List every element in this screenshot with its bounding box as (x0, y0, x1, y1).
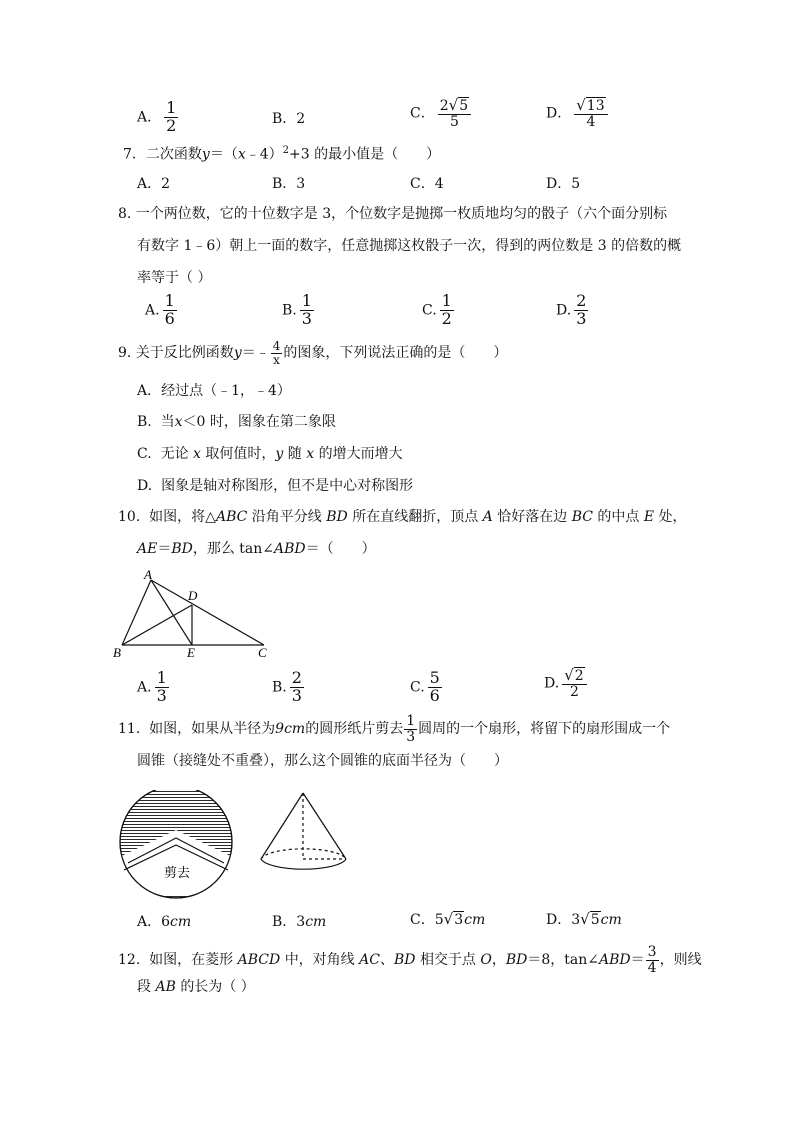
fraction-numerator: 1 (406, 713, 416, 729)
q7-option-a: A．2 (137, 176, 171, 192)
q10-option-b-label: B. (272, 679, 287, 696)
q9-text: 图象是轴对称图形，但不是中心对称图形 (161, 478, 414, 494)
q8-option-c-fraction (440, 293, 454, 328)
q9-text: 的图象，下列说法正确的是（ ） (283, 345, 508, 362)
sqrt-radicand: 5 (590, 912, 600, 928)
q8-stem-line-1 (118, 204, 667, 224)
variable: AE (137, 541, 158, 557)
q12-text: 、 (379, 952, 394, 969)
fraction-denominator: 4 (647, 959, 657, 976)
q10-text: 沿角平分线 (251, 509, 322, 525)
q9-text: 无论 (160, 446, 189, 462)
unit: cm (600, 912, 622, 928)
q11-option-d (546, 909, 622, 929)
q11-option-c (410, 909, 485, 929)
q9-stem (118, 340, 507, 366)
variable: AB (155, 979, 176, 995)
q10-option-b-fraction (290, 670, 304, 705)
fraction-numerator: 1 (441, 291, 452, 310)
q10-text: 处， (658, 509, 687, 525)
q12-text: 相交于点 (419, 952, 476, 969)
q10-option-c-label: C. (410, 679, 425, 696)
q9-text: 的增大而增大 (318, 446, 403, 462)
q12-text: ， (491, 952, 506, 969)
fraction-numerator (562, 668, 586, 685)
fraction-denominator: 6 (429, 685, 440, 705)
sqrt-radicand: 13 (586, 98, 605, 114)
q11-option-d-label: D． (546, 912, 572, 928)
fraction-denominator: 3 (576, 308, 587, 328)
q9-option-b-label: B. (137, 414, 152, 430)
q6-option-b (272, 108, 305, 128)
question-number: 9. (118, 345, 132, 362)
fraction-denominator: 3 (301, 308, 312, 328)
q6-option-c-fraction (438, 98, 471, 129)
variable: O (480, 952, 492, 969)
q10-option-a (137, 670, 172, 705)
q12-stem-line-2 (137, 977, 255, 997)
unit: cm (305, 914, 327, 930)
sqrt-coefficient: 2 (439, 98, 449, 114)
variable: x (237, 146, 246, 163)
q9-option-c-label: C. (137, 446, 152, 462)
variable: y (275, 446, 284, 462)
q9-fraction (271, 340, 283, 366)
q9-text: 关于反比例函数 (135, 345, 234, 362)
q6-option-b-value: 2 (296, 111, 306, 127)
q9-text: ＝﹣ (241, 345, 270, 362)
q7-option-b: B．3 (272, 176, 306, 192)
q6-option-a-label: A． (137, 109, 162, 126)
fraction-numerator: 1 (301, 291, 312, 310)
q12-text: 如图，在菱形 (149, 952, 234, 969)
q11-option-c-label: C． (410, 912, 435, 928)
q11-stem-line-2: 圆锥（接缝处不重叠），那么这个圆锥的底面半径为（ ） (137, 753, 508, 769)
q10-text: ＝ (157, 541, 172, 557)
q11-option-b-label: B． (272, 914, 297, 930)
fraction-denominator: 2 (569, 683, 579, 700)
q6-option-c (410, 98, 474, 129)
sqrt-expression (564, 668, 584, 684)
fraction-denominator: 3 (156, 685, 167, 705)
sqrt-sign: √ (448, 96, 459, 114)
sqrt-sign: √ (580, 910, 590, 928)
q8-stem-line-3: 率等于（ ） (137, 270, 212, 286)
q9-option-d (137, 476, 413, 496)
sqrt-sign: √ (564, 666, 574, 684)
fraction-numerator (438, 98, 471, 115)
variable: BD (505, 952, 528, 969)
sqrt-expression (576, 98, 605, 114)
q7-text: 二次函数 (145, 146, 202, 163)
point-label-d: D (188, 588, 198, 603)
unit: cm (170, 914, 192, 930)
q10-text: 如图，将△ (149, 509, 216, 525)
q10-stem-line-2 (137, 539, 376, 559)
variable: ABD (599, 952, 631, 969)
q10-option-c-fraction (428, 670, 442, 705)
cone (261, 793, 346, 869)
variable: AC (359, 952, 380, 969)
fraction-denominator: 5 (449, 113, 459, 130)
q11-option-a-label: A． (137, 914, 162, 930)
question-number: 10. (118, 509, 141, 525)
variable: ABD (274, 541, 306, 557)
variable: 9cm (275, 721, 306, 738)
q10-option-a-fraction (155, 670, 169, 705)
q11-option-b (272, 911, 326, 931)
q11-text: 的圆形纸片剪去 (305, 721, 404, 738)
variable: x (306, 446, 315, 462)
variable: y (233, 345, 242, 362)
cut-circle (118, 790, 239, 898)
q7-option-d: D．5 (546, 176, 581, 192)
q7-option-c: C．4 (410, 176, 444, 192)
cone-base-front (261, 859, 346, 869)
q8-option-a-label: A. (145, 302, 160, 319)
q10-text: ＝（ ） (305, 541, 376, 557)
sqrt-radicand: 3 (454, 912, 464, 928)
segment-ab (122, 580, 151, 645)
variable: E (643, 509, 655, 525)
q12-text: ＝8，tan∠ (527, 952, 600, 969)
q11-option-b-value: 3 (296, 914, 306, 930)
q12-text: 段 (137, 979, 151, 995)
point-label-c: C (258, 645, 267, 660)
variable: y (201, 146, 210, 163)
q10-text: ，那么 tan∠ (192, 541, 275, 557)
q7-text: +3 的最小值是（ ） (289, 146, 441, 163)
fraction-numerator: 1 (156, 668, 167, 687)
sqrt-expression (580, 910, 600, 928)
q8-text: 一个两位数，它的十位数字是 3，个位数字是抛掷一枚质地均匀的骰子（六个面分别标 (135, 206, 668, 222)
point-label-b: B (113, 645, 121, 660)
variable: ABC (215, 509, 248, 525)
fraction-denominator: 2 (441, 308, 452, 328)
variable: ABCD (237, 952, 281, 969)
fraction-denominator: 6 (164, 308, 175, 328)
sqrt-expression (444, 910, 464, 928)
q6-option-b-label: B． (272, 111, 297, 127)
q10-triangle-figure (110, 565, 280, 660)
cut-label: 剪去 (164, 865, 191, 880)
q12-text: 中，对角线 (284, 952, 355, 969)
q10-option-d-fraction (562, 668, 586, 699)
question-number: 8. (118, 206, 132, 222)
q8-option-b (282, 293, 317, 328)
sqrt-sign: √ (443, 910, 454, 928)
fraction-numerator: 1 (164, 291, 175, 310)
q6-option-d-fraction (574, 98, 607, 129)
variable: BD (326, 509, 348, 525)
q8-stem-line-2: 有数字 1﹣6）朝上一面的数字，任意抛掷这枚骰子一次，得到的两位数是 3 的倍数的概 (137, 238, 682, 254)
q11-option-a-value: 6 (161, 914, 171, 930)
point-label-a: A (144, 567, 152, 582)
q6-option-d (546, 98, 611, 129)
sqrt-coefficient: 3 (571, 912, 581, 928)
q11-text: 如图，如果从半径为 (149, 721, 276, 738)
q7-text: ＝（ (209, 146, 238, 163)
q6-option-c-label: C． (410, 105, 435, 122)
fraction-numerator: 1 (166, 98, 177, 117)
q8-option-c (422, 293, 457, 328)
q9-option-b (137, 412, 336, 432)
sqrt-radicand: 2 (574, 668, 584, 684)
q8-option-d-fraction (574, 293, 588, 328)
unit: cm (464, 912, 486, 928)
fraction-numerator: 2 (291, 668, 302, 687)
fraction-denominator: x (273, 352, 280, 367)
q9-text: 当 (160, 414, 175, 430)
q12-fraction (646, 945, 659, 975)
q12-text: ，则线 (659, 952, 702, 969)
q6-option-a (137, 100, 181, 135)
variable: x (174, 414, 183, 430)
fraction-denominator: 3 (406, 728, 416, 745)
q11-figure (118, 790, 358, 900)
exponent: 2 (282, 145, 290, 156)
q8-option-d-label: D. (556, 302, 572, 319)
point-label-e: E (187, 645, 195, 660)
q10-option-d (544, 668, 590, 699)
question-number: 12. (118, 952, 141, 969)
q9-option-d-label: D. (137, 478, 153, 494)
segment-bd (122, 605, 192, 645)
question-number: 11. (118, 721, 141, 738)
q8-option-b-label: B. (282, 302, 297, 319)
q7-text: ﹣4） (245, 146, 283, 163)
fraction-numerator (574, 98, 607, 115)
fraction-numerator: 5 (429, 668, 440, 687)
q8-option-d (556, 293, 591, 328)
fraction-denominator: 3 (291, 685, 302, 705)
segment-ac (151, 580, 264, 645)
q10-stem-line-1 (118, 507, 687, 527)
q7-stem (123, 141, 440, 165)
fraction-denominator: 4 (586, 113, 596, 130)
q9-option-a: A．经过点（﹣1，﹣4） (137, 383, 291, 399)
segment-ae (151, 580, 192, 645)
question-number: 7． (123, 146, 146, 163)
q12-text: 的长为（ ） (180, 979, 255, 995)
q10-text: 恰好落在边 (497, 509, 568, 525)
q9-text: 随 (287, 446, 302, 462)
fraction-denominator: 2 (166, 115, 177, 135)
fraction-numerator: 3 (647, 944, 657, 960)
q10-text: 所在直线翻折，顶点 (352, 509, 479, 525)
q8-option-a-fraction (163, 293, 177, 328)
variable: BD (393, 952, 416, 969)
q11-text: 圆周的一个扇形，将留下的扇形围成一个 (418, 721, 671, 738)
sqrt-coefficient: 5 (434, 912, 444, 928)
q9-text: ＜0 时，图象在第二象限 (182, 414, 336, 430)
q9-option-c (137, 444, 403, 464)
q9-text: 取何值时， (205, 446, 276, 462)
q8-option-a (145, 293, 180, 328)
fraction-numerator: 4 (272, 339, 281, 353)
q11-option-a (137, 911, 191, 931)
variable: x (193, 446, 201, 462)
variable: A (482, 509, 493, 525)
sqrt-expression (449, 98, 469, 114)
q11-stem-line-1 (118, 714, 670, 744)
q10-option-d-label: D. (544, 675, 560, 692)
q10-text: 的中点 (597, 509, 640, 525)
q12-stem-line-1 (118, 945, 702, 975)
variable: BD (171, 541, 193, 557)
q10-option-b (272, 670, 307, 705)
q6-option-a-fraction (164, 100, 178, 135)
variable: BC (571, 509, 593, 525)
fraction-numerator: 2 (576, 291, 587, 310)
sqrt-sign: √ (576, 96, 586, 114)
q12-text: ＝ (630, 952, 645, 969)
q10-option-c (410, 670, 445, 705)
q6-option-d-label: D． (546, 105, 572, 122)
q8-option-b-fraction (300, 293, 314, 328)
q11-fraction (404, 714, 417, 744)
sqrt-radicand: 5 (459, 98, 469, 114)
q8-option-c-label: C. (422, 302, 437, 319)
q10-option-a-label: A. (137, 679, 152, 696)
